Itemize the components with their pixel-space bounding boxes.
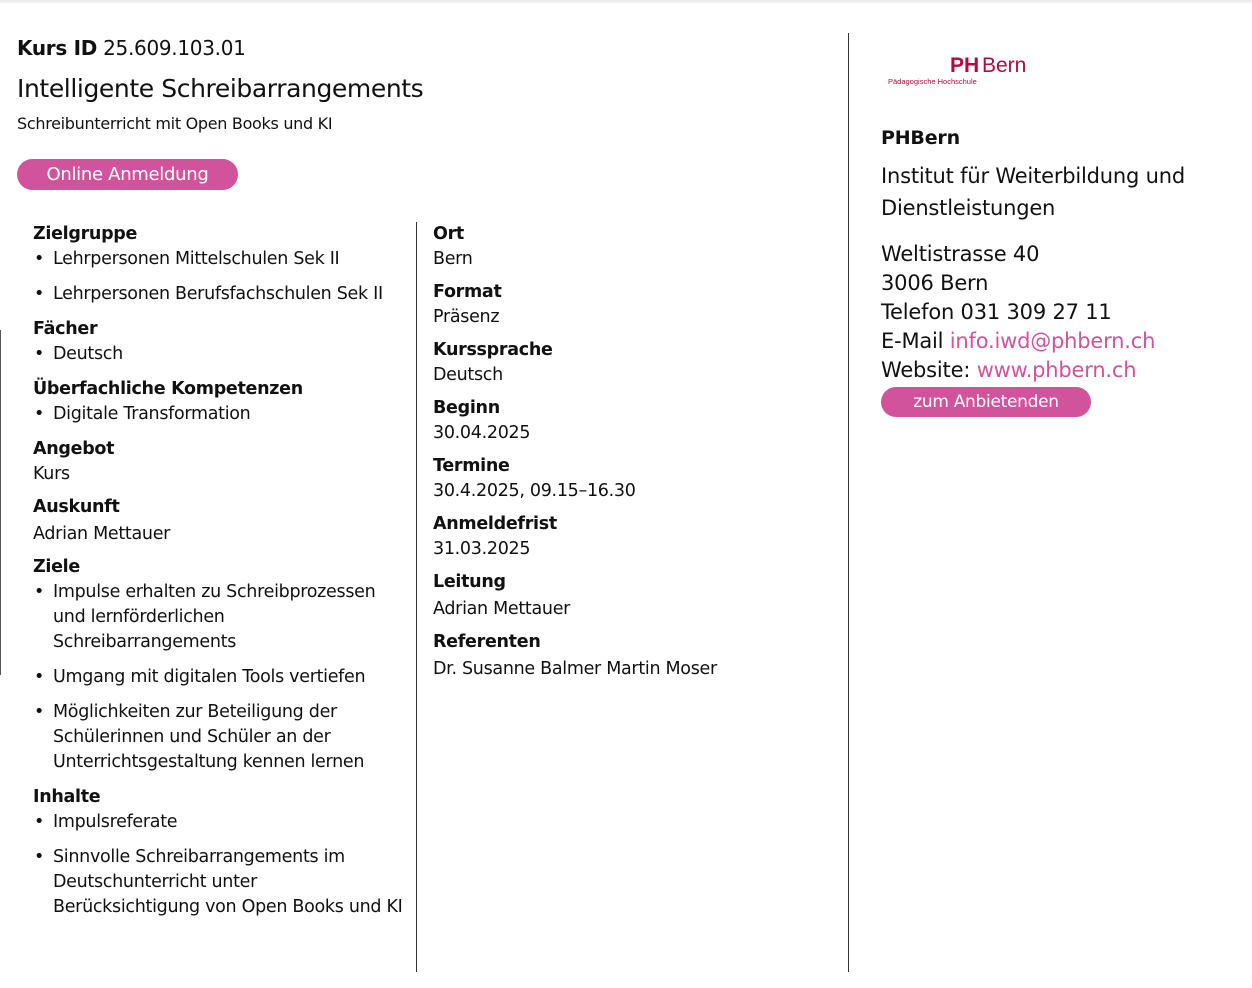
provider-street: Weltistrasse 40 [881, 242, 1040, 266]
auskunft-value: Adrian Mettauer [33, 524, 171, 544]
kurssprache-label: Kurssprache [433, 340, 553, 360]
list-item: • Lehrpersonen Berufsfachschulen Sek II [53, 282, 408, 307]
provider-institute: Institut für Weiterbildung und Dienstleistungen [881, 164, 1185, 220]
angebot-label: Angebot [33, 439, 115, 459]
provider-email-row [881, 327, 1231, 356]
provider-phone: Telefon 031 309 27 11 [881, 300, 1112, 324]
course-id-value: 25.609.103.01 [103, 36, 246, 60]
email-link[interactable]: info.iwd@phbern.ch [949, 329, 1156, 353]
logo-ph-text: PH [950, 54, 980, 77]
termine-label: Termine [433, 456, 510, 476]
ort-value: Bern [433, 249, 473, 269]
referenten-value: Dr. Susanne Balmer Martin Moser [433, 659, 717, 679]
beginn-label: Beginn [433, 398, 500, 418]
provider-city: 3006 Bern [881, 271, 989, 295]
kurssprache-value: Deutsch [433, 365, 503, 385]
angebot-value: Kurs [33, 464, 70, 484]
faecher-list [33, 342, 408, 367]
zielgruppe-label: Zielgruppe [33, 224, 138, 244]
page-subtitle: Schreibunterricht mit Open Books und KI [17, 114, 333, 133]
online-registration-button[interactable]: Online Anmeldung [17, 159, 238, 190]
faecher-label: Fächer [33, 319, 98, 339]
format-value: Präsenz [433, 307, 500, 327]
provider-name: PHBern [881, 127, 960, 149]
course-details-left [33, 222, 408, 930]
list-item: • Deutsch [53, 342, 408, 367]
beginn-value: 30.04.2025 [433, 423, 531, 443]
anmeldefrist-label: Anmeldefrist [433, 514, 557, 534]
auskunft-label: Auskunft [33, 497, 120, 517]
page-title: Intelligente Schreibarrangements [17, 74, 424, 103]
list-item: • Lehrpersonen Mittelschulen Sek II [53, 247, 408, 272]
email-label: E-Mail [881, 329, 944, 353]
course-details-right [433, 222, 833, 682]
leitung-value: Adrian Mettauer [433, 599, 571, 619]
zielgruppe-list [33, 247, 408, 307]
sidebar-divider [848, 33, 849, 972]
course-id-label: Kurs ID [17, 36, 98, 60]
kompetenzen-list [33, 402, 408, 427]
left-edge-line [0, 330, 1, 675]
ziele-list [33, 580, 408, 775]
logo-bern-text: Bern [982, 54, 1027, 77]
inhalte-label: Inhalte [33, 787, 101, 807]
provider-info [881, 126, 1231, 385]
kompetenzen-label: Überfachliche Kompetenzen [33, 379, 303, 399]
inhalte-list [33, 810, 408, 920]
termine-value: 30.4.2025, 09.15–16.30 [433, 481, 636, 501]
anmeldefrist-value: 31.03.2025 [433, 539, 531, 559]
format-label: Format [433, 282, 502, 302]
list-item: • Digitale Transformation [53, 402, 408, 427]
top-border [0, 0, 1252, 3]
list-item: • Umgang mit digitalen Tools vertiefen [53, 665, 408, 690]
list-item: • Sinnvolle Schreibarrangements im Deutschunterricht unter Berücksichtigung von Open Books und KI [53, 845, 408, 920]
list-item: • Impulse erhalten zu Schreibprozessen und lernförderlichen Schreibarrangements [53, 580, 408, 655]
provider-button[interactable]: zum Anbietenden [881, 387, 1091, 417]
list-item: • Impulsreferate [53, 810, 408, 835]
referenten-label: Referenten [433, 632, 541, 652]
website-label: Website: [881, 358, 971, 382]
column-divider [416, 222, 417, 972]
list-item: • Möglichkeiten zur Beteiligung der Schülerinnen und Schüler an der Unterrichtsgestaltung kennen lernen [53, 700, 408, 775]
website-link[interactable]: www.phbern.ch [976, 358, 1137, 382]
leitung-label: Leitung [433, 572, 506, 592]
provider-website-row [881, 356, 1231, 385]
ort-label: Ort [433, 224, 464, 244]
course-id [17, 36, 246, 60]
ziele-label: Ziele [33, 557, 80, 577]
logo-subtitle: Pädagogische Hochschule [888, 77, 977, 86]
